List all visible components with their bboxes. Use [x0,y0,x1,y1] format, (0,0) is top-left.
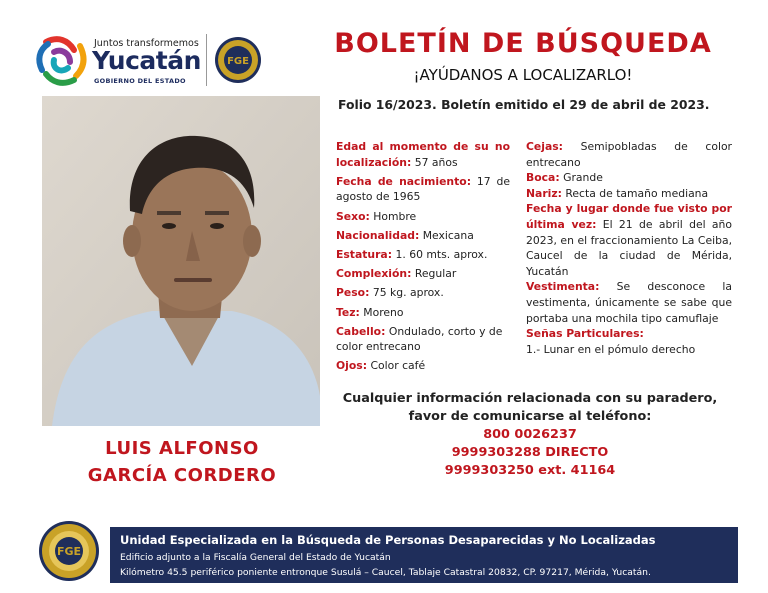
footer-address: Kilómetro 45.5 periférico poniente entronque Susulá – Caucel, Tablaje Catastral 20832, CP. 97217, Mérida, Yucatán. [120,567,651,578]
phone-3: 9999303250 ext. 41164 [444,463,616,478]
phone-1: 800 0026237 [483,427,577,442]
detail-skin: Tez: Moreno [336,305,404,319]
detail-age: Edad al momento de su no localización: 57 años [336,140,510,169]
detail-nose: Nariz: Recta de tamaño mediana [526,186,709,200]
svg-text:FGE: FGE [56,545,82,558]
person-name [58,435,306,489]
detail-weight: Peso: 75 kg. aprox. [336,286,444,300]
contact-line1: Cualquier información relacionada con su paradero, [342,391,718,406]
detail-nationality: Nacionalidad: Mexicana [336,228,474,242]
person-name-line1: LUIS ALFONSO [105,438,259,459]
page-title: BOLETÍN DE BÚSQUEDA [334,28,712,59]
yucatan-logo-icon [34,32,90,88]
person-name-line2: GARCÍA CORDERO [87,465,277,486]
detail-eyebrows: Cejas: Semipobladas de color entrecano [526,140,732,169]
detail-sex: Sexo: Hombre [336,209,417,223]
fge-seal-icon [214,36,262,84]
yucatan-logo [34,32,274,92]
logo-government: GOBIERNO DEL ESTADO [94,77,186,85]
detail-height: Estatura: 1. 60 mts. aprox. [336,247,488,261]
detail-birthdate: Fecha de nacimiento: 17 de agosto de 1965 [336,174,510,204]
detail-hair: Cabello: Ondulado, corto y de color entrecano [336,324,503,354]
footer-bar [110,527,738,583]
person-photo [42,96,320,426]
detail-clothing: Vestimenta: Se desconoce la vestimenta, únicamente se sabe que portaba una mochila tipo camuflaje [526,280,732,325]
logo-divider [206,34,207,86]
footer-fge-seal-icon [38,520,100,582]
footer-building: Edificio adjunto a la Fiscalía General del Estado de Yucatán [120,552,391,563]
detail-last-seen: Fecha y lugar donde fue visto por última vez: El 21 de abril del año 2023, en el fraccionamiento La Ceiba, Caucel de la ciudad de Mérida, Yucatán [526,202,732,278]
contact-block [330,390,730,480]
details-left [336,139,510,374]
folio-line: Folio 16/2023. Boletín emitido el 29 de abril de 2023. [338,97,710,112]
svg-text:FGE: FGE [227,56,249,67]
details-right [526,139,732,357]
logo-tagline: Juntos transformemos [94,38,199,49]
page-subtitle: ¡AYÚDANOS A LOCALIZARLO! [413,66,633,84]
detail-mouth: Boca: Grande [526,171,603,185]
contact-line2: favor de comunicarse al teléfono: [408,409,652,424]
phone-2: 9999303288 DIRECTO [451,445,609,460]
detail-marks-label: Señas Particulares: [526,327,644,341]
logo-name: Yucatán [92,46,201,75]
detail-build: Complexión: Regular [336,267,457,281]
footer-unit-name: Unidad Especializada en la Búsqueda de Personas Desaparecidas y No Localizadas [120,533,656,547]
detail-eyes: Ojos: Color café [336,359,426,373]
detail-marks-value: 1.- Lunar en el pómulo derecho [526,342,696,356]
